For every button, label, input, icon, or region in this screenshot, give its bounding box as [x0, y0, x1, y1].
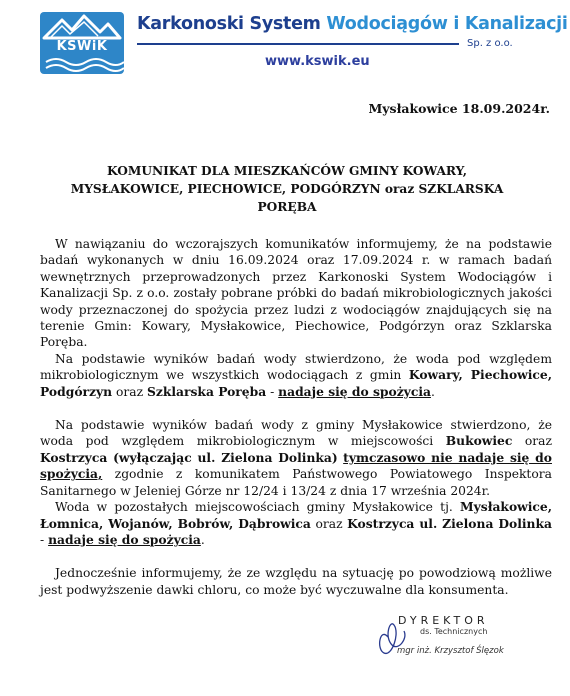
p4-text-2: oraz	[310, 516, 348, 531]
website-link[interactable]: www.kswik.eu	[265, 54, 370, 69]
p2-bold-1: Kowary, Piechowice, Podgórzyn	[40, 367, 552, 399]
p2-text-1: Na podstawie wyników badań wody stwierdzono, że woda pod względem mikrobiologicznym we wszystkich wodociągach z gmin	[40, 351, 552, 383]
p3-bold-2: Kostrzyca (wyłączając ul. Zielona Dolinka)	[40, 449, 338, 465]
paragraph-2	[40, 351, 552, 400]
p4-text-1: Woda w pozostałych miejscowościach gminy Mysłakowice tj.	[55, 500, 461, 515]
signature-name: mgr inż. Krzysztof Ślęzok	[397, 646, 504, 656]
paragraph-3	[40, 417, 552, 499]
signature-role: DYREKTOR	[398, 614, 489, 627]
p4-bold-2: Kostrzyca ul. Zielona Dolinka	[347, 515, 552, 531]
company-name-part2: Wodociągów i Kanalizacji	[326, 14, 568, 34]
p3-bold-1: Bukowiec	[445, 433, 513, 449]
p3-verdict: tymczasowo nie nadaje się do spożycia,	[40, 449, 552, 482]
paragraph-5: Jednocześnie informujemy, że ze względu na sytuację po powodziową możliwe jest podwyższenie dawki chloru, co może być wyczuwalne dla konsumenta.	[40, 566, 552, 597]
paragraph-1: W nawiązaniu do wczorajszych komunikatów informujemy, że na podstawie badań wykonanych w dniu 16.09.2024 oraz 17.09.2024 r. w ramach badań wewnętrznych przeprowadzonych przez Karkonoski System Wodociągów i Kanalizacji Sp. z o.o. zostały pobrane próbki do badań mikrobiologicznych jakości wody przeznaczonej do spożycia przez ludzi z wodociągów znajdujących się na terenie Gmin: Kowary, Mysłakowice, Piechowice, Podgórzyn oraz Szklarska Poręba.	[40, 237, 552, 350]
p4-text-4: .	[200, 532, 205, 547]
p2-bold-2: Szklarska Poręba	[147, 383, 267, 399]
p3-text-4: zgodnie z komunikatem Państwowego Powiatowego Inspektora Sanitarnego w Jeleniej Górze nr 12/24 i 13/24 z dnia 17 września 2024r.	[40, 467, 552, 498]
p2-text-4: .	[430, 384, 435, 399]
signature-department: ds. Technicznych	[420, 627, 488, 636]
date-line: Mysłakowice 18.09.2024r.	[368, 101, 550, 116]
p3-text-2: oraz	[512, 434, 552, 449]
document-title: KOMUNIKAT DLA MIESZKAŃCÓW GMINY KOWARY, MYSŁAKOWICE, PIECHOWICE, PODGÓRZYN oraz SZKLARSKA PORĘBA	[70, 164, 504, 214]
p3-text-1: Na podstawie wyników badań wody z gminy Mysłakowice stwierdzono, że woda pod względem mikrobiologicznym w miejscowości	[40, 418, 552, 449]
header-rule	[137, 43, 459, 45]
document-body	[40, 236, 552, 598]
paragraph-4	[40, 499, 552, 548]
p4-text-3: -	[40, 532, 49, 547]
p4-verdict: nadaje się do spożycia	[48, 531, 201, 547]
legal-form: Sp. z o.o.	[467, 38, 513, 49]
p4-bold-1: Mysłakowice, Łomnica, Wojanów, Bobrów, Dąbrowica	[40, 499, 552, 531]
p2-verdict: nadaje się do spożycia	[278, 383, 431, 399]
company-name-part1: Karkonoski System	[137, 14, 327, 34]
p2-text-2: oraz	[112, 384, 147, 399]
p2-text-3: -	[266, 384, 279, 399]
company-logo	[40, 12, 124, 74]
logo-text: KSWiK	[56, 39, 108, 54]
company-name	[137, 14, 568, 34]
